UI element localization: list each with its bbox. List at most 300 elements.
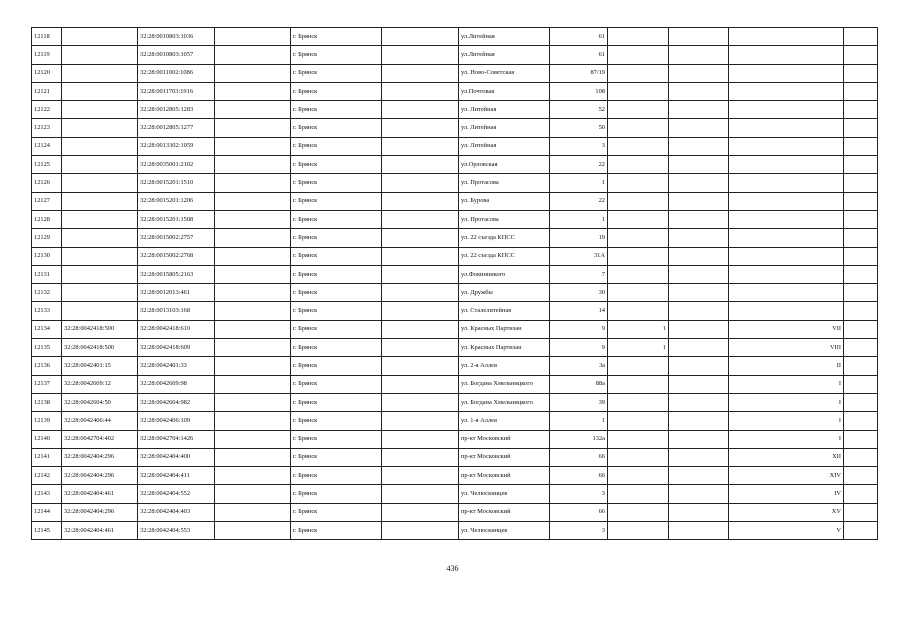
parcel-cadastral-number: 32:28:0042404:296 (62, 448, 138, 466)
record-number: 12134 (32, 320, 62, 338)
empty-cell (844, 522, 878, 540)
house-number-cell: 9 (550, 320, 608, 338)
parcel-cadastral-number (62, 28, 138, 46)
empty-cell (215, 64, 291, 82)
street-cell: ул. Красных Партизан (459, 320, 550, 338)
city-cell: г. Брянск (291, 119, 382, 137)
premises-number-cell (729, 247, 844, 265)
table-row (32, 192, 878, 210)
street-cell: ул. Челюскинцев (459, 485, 550, 503)
premises-number-cell: VII (729, 320, 844, 338)
empty-cell (215, 82, 291, 100)
object-cadastral-number: 32:28:0015002:2768 (138, 247, 215, 265)
object-cadastral-number: 32:28:0015201:1508 (138, 210, 215, 228)
record-number: 12127 (32, 192, 62, 210)
empty-cell (669, 101, 729, 119)
table-row (32, 375, 878, 393)
city-cell: г. Брянск (291, 137, 382, 155)
empty-cell (215, 467, 291, 485)
record-number: 12128 (32, 210, 62, 228)
object-cadastral-number: 32:28:0010803:1036 (138, 28, 215, 46)
empty-cell (382, 430, 459, 448)
street-cell: ул. Красных Партизан (459, 339, 550, 357)
empty-cell (844, 119, 878, 137)
parcel-cadastral-number (62, 247, 138, 265)
street-cell: ул. Богдана Хмельницкого (459, 393, 550, 411)
object-cadastral-number: 32:28:0015002:2757 (138, 229, 215, 247)
empty-cell (382, 522, 459, 540)
table-row (32, 137, 878, 155)
empty-cell (382, 320, 459, 338)
empty-cell (215, 229, 291, 247)
parcel-cadastral-number: 32:28:0042404:296 (62, 467, 138, 485)
parcel-cadastral-number (62, 210, 138, 228)
premises-number-cell: XV (729, 503, 844, 521)
empty-cell (669, 229, 729, 247)
house-number-cell: 7 (550, 265, 608, 283)
record-number: 12130 (32, 247, 62, 265)
house-number-cell: 61 (550, 28, 608, 46)
premises-number-cell: I (729, 375, 844, 393)
empty-cell (215, 46, 291, 64)
flat-number-cell (608, 412, 669, 430)
object-cadastral-number: 32:28:0011703:1916 (138, 82, 215, 100)
street-cell: ул. Богдана Хмельницкого (459, 375, 550, 393)
empty-cell (382, 119, 459, 137)
empty-cell (382, 229, 459, 247)
record-number: 12144 (32, 503, 62, 521)
empty-cell (669, 302, 729, 320)
object-cadastral-number: 32:28:0011002:1086 (138, 64, 215, 82)
empty-cell (844, 393, 878, 411)
record-number: 12143 (32, 485, 62, 503)
table-row (32, 64, 878, 82)
empty-cell (844, 339, 878, 357)
empty-cell (215, 412, 291, 430)
city-cell: г. Брянск (291, 503, 382, 521)
street-cell: ул. Сталелитейная (459, 302, 550, 320)
record-number: 12138 (32, 393, 62, 411)
object-cadastral-number: 32:28:0013103:168 (138, 302, 215, 320)
city-cell: г. Брянск (291, 82, 382, 100)
record-number: 12139 (32, 412, 62, 430)
empty-cell (215, 210, 291, 228)
record-number: 12131 (32, 265, 62, 283)
object-cadastral-number: 32:28:0042401:33 (138, 357, 215, 375)
empty-cell (669, 284, 729, 302)
object-cadastral-number: 32:28:0042418:610 (138, 320, 215, 338)
street-cell: ул. Ново-Советская (459, 64, 550, 82)
empty-cell (844, 284, 878, 302)
flat-number-cell (608, 485, 669, 503)
record-number: 12118 (32, 28, 62, 46)
table-row (32, 339, 878, 357)
city-cell: г. Брянск (291, 412, 382, 430)
empty-cell (669, 192, 729, 210)
premises-number-cell (729, 229, 844, 247)
empty-cell (215, 393, 291, 411)
flat-number-cell (608, 247, 669, 265)
record-number: 12141 (32, 448, 62, 466)
empty-cell (382, 284, 459, 302)
city-cell: г. Брянск (291, 247, 382, 265)
page-number: 436 (446, 564, 459, 573)
house-number-cell: 52 (550, 101, 608, 119)
street-cell: ул. 1-я Аллея (459, 412, 550, 430)
parcel-cadastral-number (62, 192, 138, 210)
empty-cell (382, 467, 459, 485)
table-row (32, 119, 878, 137)
street-cell: ул. Бурова (459, 192, 550, 210)
house-number-cell: 22 (550, 156, 608, 174)
street-cell: ул. Литейная (459, 137, 550, 155)
city-cell: г. Брянск (291, 192, 382, 210)
street-cell: ул. 2-я Аллея (459, 357, 550, 375)
table-body (32, 28, 878, 540)
table-row (32, 174, 878, 192)
object-cadastral-number: 32:28:0013302:1059 (138, 137, 215, 155)
table-row (32, 46, 878, 64)
street-cell: ул. Протасова (459, 174, 550, 192)
empty-cell (215, 247, 291, 265)
object-cadastral-number: 32:28:0012805:1277 (138, 119, 215, 137)
empty-cell (669, 28, 729, 46)
street-cell: пр-кт Московский (459, 503, 550, 521)
empty-cell (215, 522, 291, 540)
object-cadastral-number: 32:28:0015805:2163 (138, 265, 215, 283)
empty-cell (382, 339, 459, 357)
parcel-cadastral-number: 32:28:0042404:461 (62, 485, 138, 503)
empty-cell (669, 156, 729, 174)
street-cell: ул. 22 съезда КПСС (459, 247, 550, 265)
city-cell: г. Брянск (291, 101, 382, 119)
empty-cell (215, 485, 291, 503)
empty-cell (382, 503, 459, 521)
table-row (32, 247, 878, 265)
premises-number-cell (729, 192, 844, 210)
empty-cell (382, 210, 459, 228)
flat-number-cell (608, 82, 669, 100)
flat-number-cell (608, 101, 669, 119)
empty-cell (844, 174, 878, 192)
empty-cell (382, 174, 459, 192)
premises-number-cell: XIV (729, 467, 844, 485)
premises-number-cell: I (729, 412, 844, 430)
flat-number-cell (608, 448, 669, 466)
empty-cell (669, 174, 729, 192)
parcel-cadastral-number (62, 229, 138, 247)
empty-cell (215, 156, 291, 174)
record-number: 12126 (32, 174, 62, 192)
empty-cell (669, 375, 729, 393)
city-cell: г. Брянск (291, 28, 382, 46)
empty-cell (844, 448, 878, 466)
object-cadastral-number: 32:28:0042404:411 (138, 467, 215, 485)
house-number-cell: 50 (550, 119, 608, 137)
empty-cell (669, 265, 729, 283)
record-number: 12140 (32, 430, 62, 448)
parcel-cadastral-number (62, 46, 138, 64)
empty-cell (382, 137, 459, 155)
house-number-cell: 61 (550, 46, 608, 64)
house-number-cell: 39 (550, 393, 608, 411)
parcel-cadastral-number: 32:28:0042404:296 (62, 503, 138, 521)
object-cadastral-number: 32:28:0012805:1283 (138, 101, 215, 119)
house-number-cell: 3 (550, 522, 608, 540)
table-row (32, 265, 878, 283)
empty-cell (215, 119, 291, 137)
premises-number-cell (729, 82, 844, 100)
flat-number-cell (608, 503, 669, 521)
house-number-cell: 1 (550, 412, 608, 430)
house-number-cell: 66 (550, 503, 608, 521)
street-cell: пр-кт Московский (459, 430, 550, 448)
empty-cell (844, 210, 878, 228)
premises-number-cell (729, 284, 844, 302)
empty-cell (215, 448, 291, 466)
house-number-cell: 30 (550, 284, 608, 302)
parcel-cadastral-number (62, 265, 138, 283)
empty-cell (669, 412, 729, 430)
house-number-cell: 66 (550, 448, 608, 466)
house-number-cell: 87/19 (550, 64, 608, 82)
table-row (32, 101, 878, 119)
empty-cell (215, 430, 291, 448)
city-cell: г. Брянск (291, 46, 382, 64)
house-number-cell: 88а (550, 375, 608, 393)
city-cell: г. Брянск (291, 320, 382, 338)
flat-number-cell (608, 357, 669, 375)
empty-cell (669, 357, 729, 375)
table-row (32, 430, 878, 448)
empty-cell (669, 467, 729, 485)
empty-cell (215, 265, 291, 283)
table-row (32, 522, 878, 540)
premises-number-cell: XII (729, 448, 844, 466)
table-row (32, 485, 878, 503)
table-row (32, 393, 878, 411)
parcel-cadastral-number: 32:28:0042404:461 (62, 522, 138, 540)
record-number: 12129 (32, 229, 62, 247)
house-number-cell: 108 (550, 82, 608, 100)
flat-number-cell (608, 375, 669, 393)
object-cadastral-number: 32:28:0035001:2102 (138, 156, 215, 174)
empty-cell (844, 412, 878, 430)
object-cadastral-number: 32:28:0015201:1206 (138, 192, 215, 210)
parcel-cadastral-number: 32:28:0042418:500 (62, 339, 138, 357)
empty-cell (844, 46, 878, 64)
object-cadastral-number: 32:28:0042406:109 (138, 412, 215, 430)
city-cell: г. Брянск (291, 302, 382, 320)
table-row (32, 156, 878, 174)
flat-number-cell (608, 229, 669, 247)
empty-cell (844, 137, 878, 155)
parcel-cadastral-number: 32:28:0042406:44 (62, 412, 138, 430)
empty-cell (215, 375, 291, 393)
empty-cell (844, 302, 878, 320)
record-number: 12136 (32, 357, 62, 375)
flat-number-cell (608, 467, 669, 485)
empty-cell (669, 393, 729, 411)
empty-cell (844, 101, 878, 119)
house-number-cell: 1 (550, 210, 608, 228)
street-cell: ул.Почтовая (459, 82, 550, 100)
table-row (32, 357, 878, 375)
table-row (32, 448, 878, 466)
street-cell: пр-кт Московский (459, 467, 550, 485)
empty-cell (669, 247, 729, 265)
house-number-cell: 31А (550, 247, 608, 265)
city-cell: г. Брянск (291, 210, 382, 228)
record-number: 12120 (32, 64, 62, 82)
parcel-cadastral-number (62, 284, 138, 302)
house-number-cell: 14 (550, 302, 608, 320)
record-number: 12142 (32, 467, 62, 485)
street-cell: ул.Литейная (459, 28, 550, 46)
empty-cell (382, 302, 459, 320)
record-number: 12133 (32, 302, 62, 320)
parcel-cadastral-number: 32:28:0042401:15 (62, 357, 138, 375)
empty-cell (382, 448, 459, 466)
table-row (32, 503, 878, 521)
flat-number-cell (608, 302, 669, 320)
premises-number-cell (729, 156, 844, 174)
empty-cell (215, 339, 291, 357)
house-number-cell: 132а (550, 430, 608, 448)
empty-cell (382, 412, 459, 430)
flat-number-cell (608, 430, 669, 448)
empty-cell (844, 485, 878, 503)
parcel-cadastral-number (62, 101, 138, 119)
empty-cell (382, 393, 459, 411)
empty-cell (669, 503, 729, 521)
premises-number-cell (729, 137, 844, 155)
house-number-cell: 3 (550, 137, 608, 155)
empty-cell (215, 174, 291, 192)
flat-number-cell (608, 46, 669, 64)
premises-number-cell (729, 210, 844, 228)
empty-cell (844, 320, 878, 338)
street-cell: ул.Литейная (459, 46, 550, 64)
empty-cell (669, 485, 729, 503)
city-cell: г. Брянск (291, 357, 382, 375)
record-number: 12119 (32, 46, 62, 64)
premises-number-cell: I (729, 430, 844, 448)
street-cell: ул.Фокинникого (459, 265, 550, 283)
city-cell: г. Брянск (291, 229, 382, 247)
table-row (32, 284, 878, 302)
city-cell: г. Брянск (291, 485, 382, 503)
empty-cell (215, 137, 291, 155)
flat-number-cell (608, 210, 669, 228)
empty-cell (215, 503, 291, 521)
empty-cell (382, 375, 459, 393)
flat-number-cell (608, 28, 669, 46)
table-row (32, 28, 878, 46)
empty-cell (844, 28, 878, 46)
empty-cell (215, 192, 291, 210)
table-row (32, 82, 878, 100)
object-cadastral-number: 32:28:0015201:1510 (138, 174, 215, 192)
empty-cell (382, 247, 459, 265)
parcel-cadastral-number (62, 302, 138, 320)
house-number-cell: 22 (550, 192, 608, 210)
object-cadastral-number: 32:28:0012013:461 (138, 284, 215, 302)
empty-cell (669, 210, 729, 228)
city-cell: г. Брянск (291, 265, 382, 283)
premises-number-cell (729, 101, 844, 119)
house-number-cell: 66 (550, 467, 608, 485)
city-cell: г. Брянск (291, 284, 382, 302)
city-cell: г. Брянск (291, 430, 382, 448)
premises-number-cell (729, 64, 844, 82)
parcel-cadastral-number (62, 174, 138, 192)
parcel-cadastral-number (62, 119, 138, 137)
flat-number-cell (608, 265, 669, 283)
empty-cell (382, 265, 459, 283)
empty-cell (669, 119, 729, 137)
empty-cell (844, 503, 878, 521)
object-cadastral-number: 32:28:0042404:553 (138, 522, 215, 540)
object-cadastral-number: 32:28:0042404:403 (138, 503, 215, 521)
flat-number-cell: 1 (608, 339, 669, 357)
street-cell: ул. 22 съезда КПСС (459, 229, 550, 247)
city-cell: г. Брянск (291, 522, 382, 540)
premises-number-cell: I (729, 393, 844, 411)
flat-number-cell (608, 64, 669, 82)
parcel-cadastral-number (62, 137, 138, 155)
record-number: 12123 (32, 119, 62, 137)
table-row (32, 229, 878, 247)
flat-number-cell (608, 174, 669, 192)
empty-cell (382, 64, 459, 82)
empty-cell (669, 137, 729, 155)
premises-number-cell: VIII (729, 339, 844, 357)
empty-cell (669, 522, 729, 540)
house-number-cell: 9 (550, 339, 608, 357)
parcel-cadastral-number: 32:28:0042604:50 (62, 393, 138, 411)
empty-cell (669, 339, 729, 357)
city-cell: г. Брянск (291, 156, 382, 174)
object-cadastral-number: 32:28:0042404:552 (138, 485, 215, 503)
premises-number-cell: IV (729, 485, 844, 503)
premises-number-cell: II (729, 357, 844, 375)
empty-cell (844, 247, 878, 265)
empty-cell (382, 28, 459, 46)
empty-cell (215, 101, 291, 119)
flat-number-cell (608, 192, 669, 210)
table-row (32, 302, 878, 320)
empty-cell (844, 156, 878, 174)
empty-cell (844, 375, 878, 393)
object-cadastral-number: 32:28:0042704:1426 (138, 430, 215, 448)
empty-cell (382, 101, 459, 119)
city-cell: г. Брянск (291, 339, 382, 357)
flat-number-cell (608, 156, 669, 174)
record-number: 12125 (32, 156, 62, 174)
record-number: 12121 (32, 82, 62, 100)
table-row (32, 320, 878, 338)
record-number: 12124 (32, 137, 62, 155)
object-cadastral-number: 32:28:0010803:1057 (138, 46, 215, 64)
empty-cell (844, 265, 878, 283)
street-cell: пр-кт Московский (459, 448, 550, 466)
street-cell: ул. Челюскинцев (459, 522, 550, 540)
empty-cell (844, 64, 878, 82)
premises-number-cell (729, 46, 844, 64)
record-number: 12137 (32, 375, 62, 393)
parcel-cadastral-number: 32:28:0042418:500 (62, 320, 138, 338)
